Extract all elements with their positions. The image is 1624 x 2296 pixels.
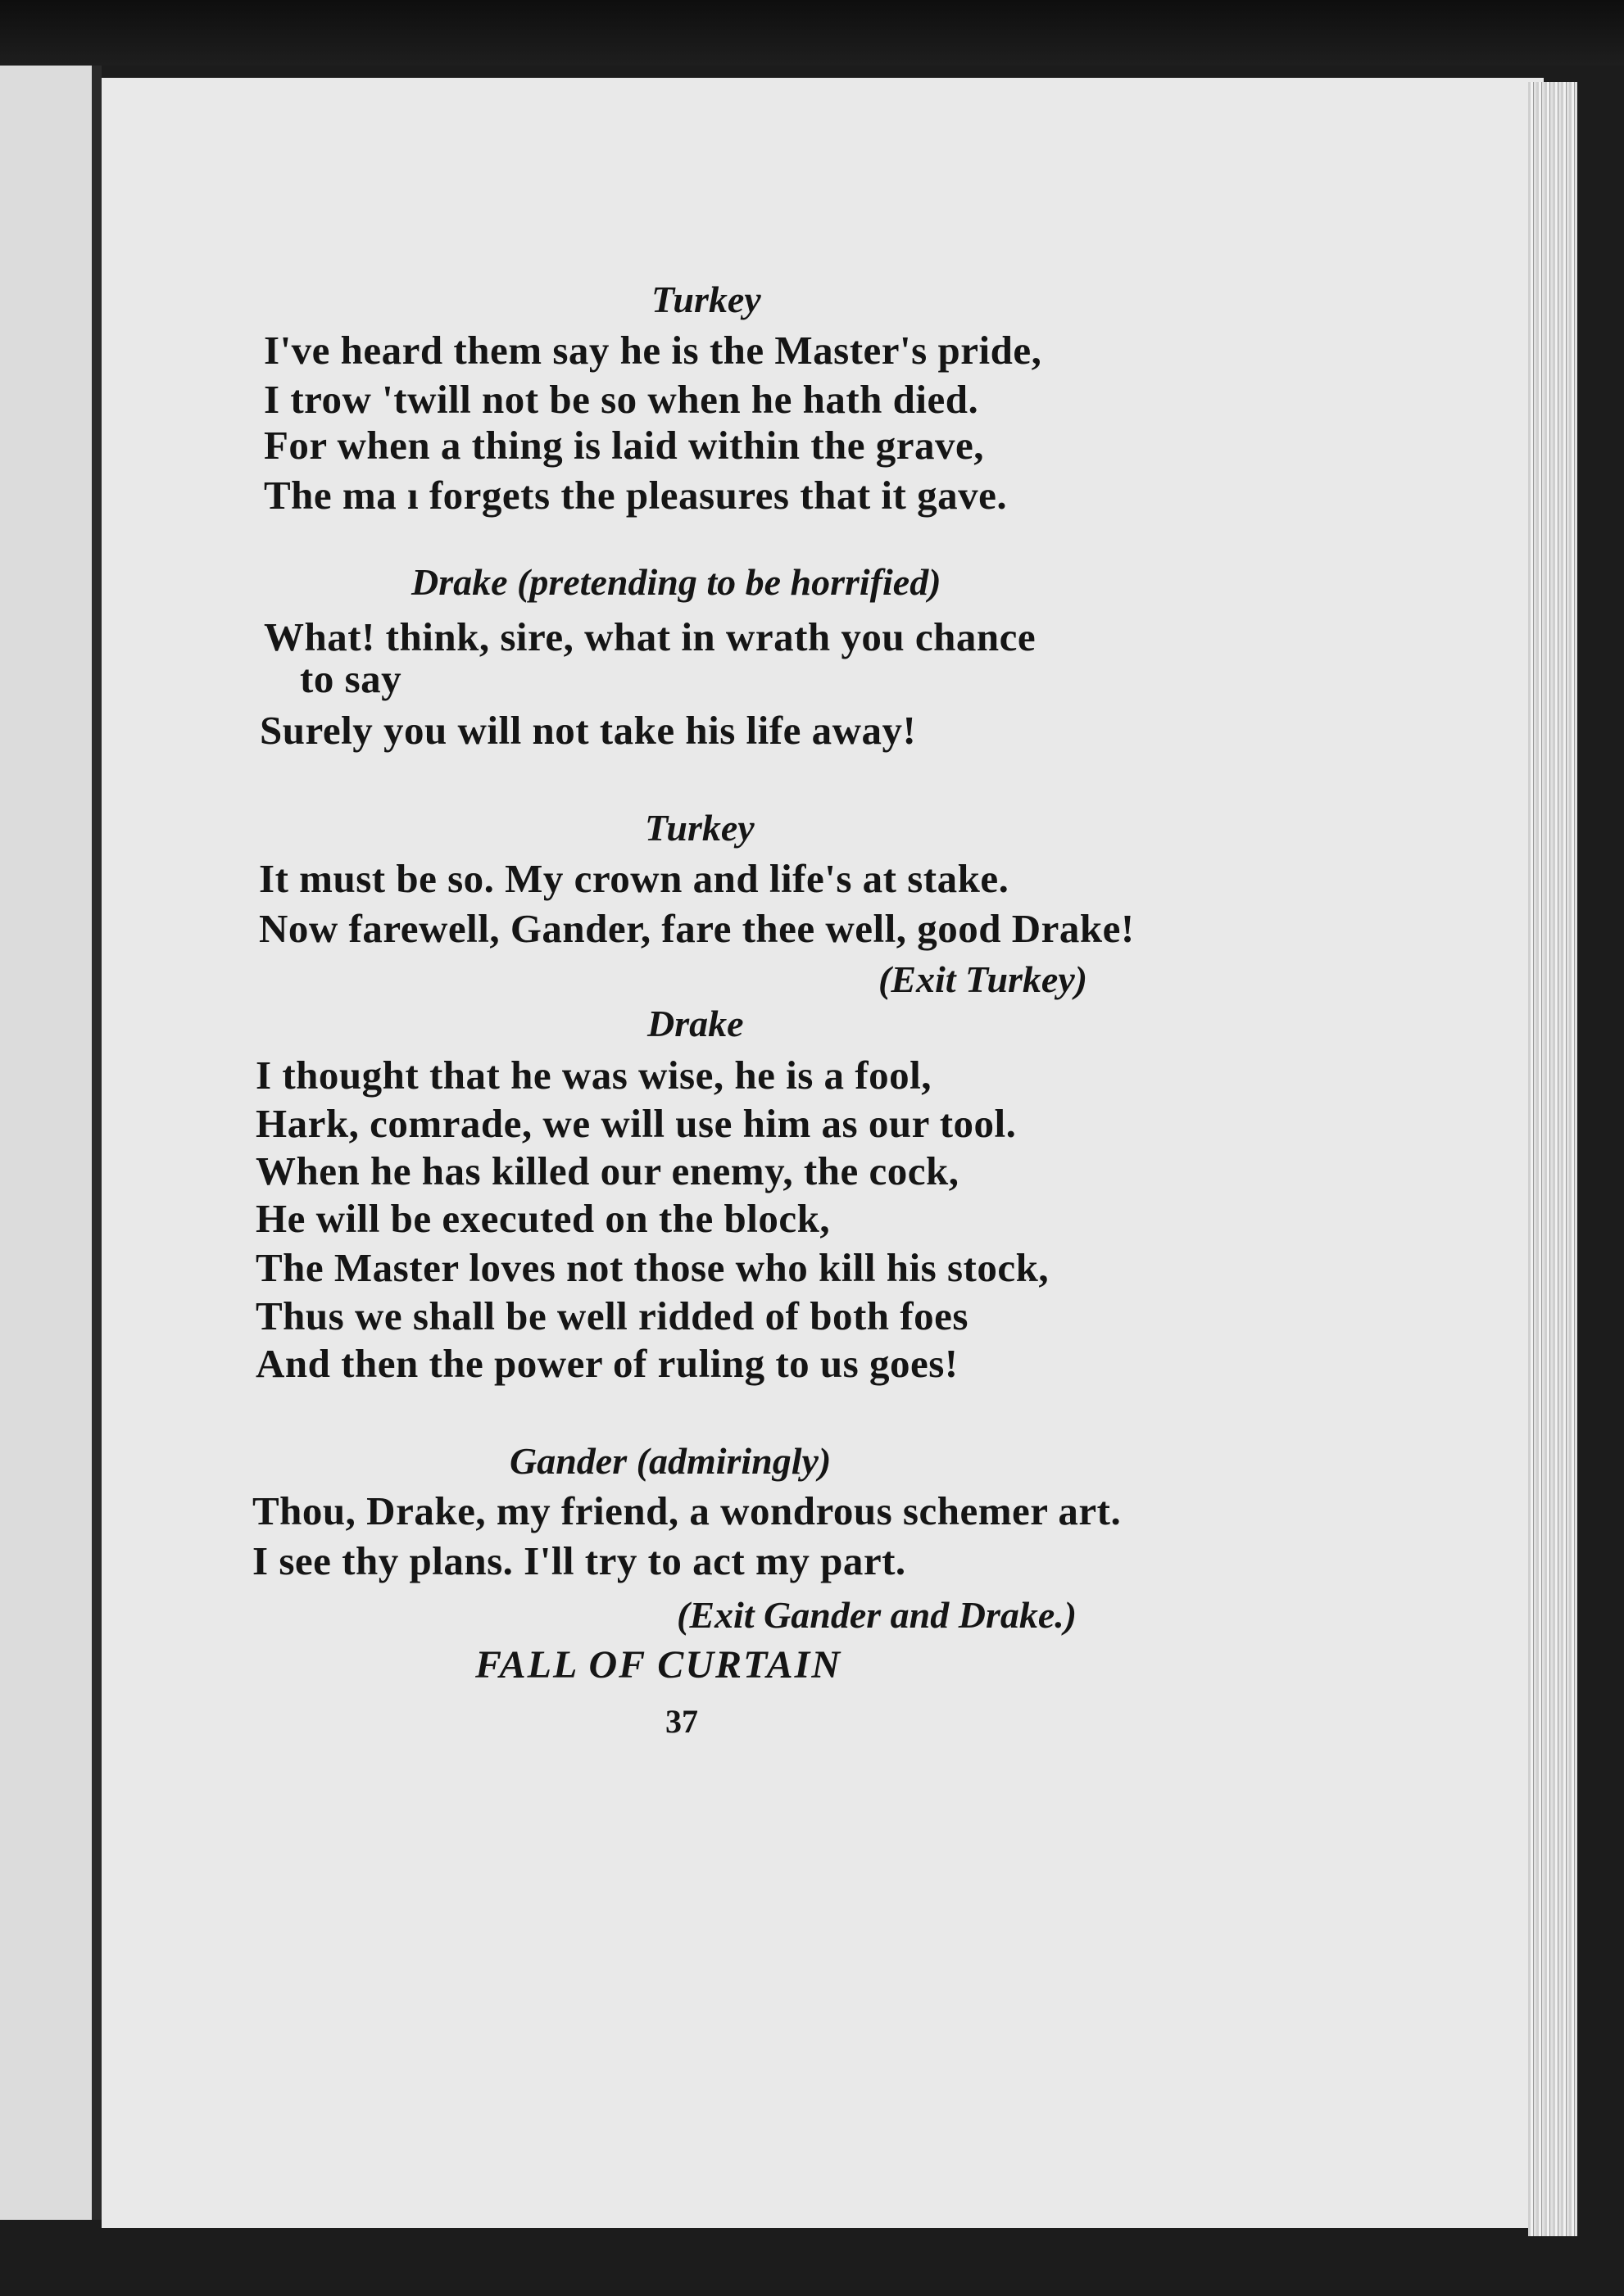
verse-line-continuation: to say [300, 656, 402, 701]
page-stack-edges [1528, 82, 1577, 2236]
stage-direction: (Exit Gander and Drake.) [677, 1594, 1077, 1636]
verse-line: When he has killed our enemy, the cock, [256, 1148, 959, 1193]
speaker-heading: Drake (pretending to be horrified) [411, 561, 941, 603]
verse-line: Now farewell, Gander, fare thee well, good Drake! [259, 906, 1135, 951]
facing-page-edge [0, 66, 92, 2220]
curtain-line: FALL OF CURTAIN [475, 1643, 842, 1687]
verse-line: I thought that he was wise, he is a fool, [256, 1053, 932, 1098]
stage-direction: (Exit Turkey) [878, 958, 1088, 1000]
verse-line: What! think, sire, what in wrath you chance [264, 614, 1037, 659]
speaker-heading: Turkey [645, 807, 755, 849]
verse-line: He will be executed on the block, [256, 1196, 831, 1241]
verse-line: Thus we shall be well ridded of both foes [256, 1293, 969, 1338]
book-gutter [92, 66, 102, 2220]
verse-line: I trow 'twill not be so when he hath died. [264, 377, 979, 422]
verse-line: The Master loves not those who kill his stock, [256, 1245, 1050, 1290]
scan-background-top [0, 0, 1624, 66]
speaker-heading: Turkey [651, 279, 761, 320]
page-number: 37 [665, 1703, 698, 1740]
speaker-heading: Drake [647, 1003, 744, 1044]
verse-line: Hark, comrade, we will use him as our tool. [256, 1101, 1017, 1146]
verse-line: Surely you will not take his life away! [260, 708, 917, 753]
verse-line: For when a thing is laid within the grave, [264, 423, 985, 468]
verse-line: It must be so. My crown and life's at stake. [259, 856, 1009, 901]
speaker-heading: Gander (admiringly) [510, 1440, 832, 1482]
verse-line: And then the power of ruling to us goes! [256, 1341, 959, 1386]
verse-line: I see thy plans. I'll try to act my part. [252, 1538, 906, 1583]
verse-line: Thou, Drake, my friend, a wondrous schemer art. [252, 1488, 1122, 1533]
verse-line: I've heard them say he is the Master's pride, [264, 328, 1042, 373]
verse-line: The ma ı forgets the pleasures that it gave. [264, 473, 1008, 518]
